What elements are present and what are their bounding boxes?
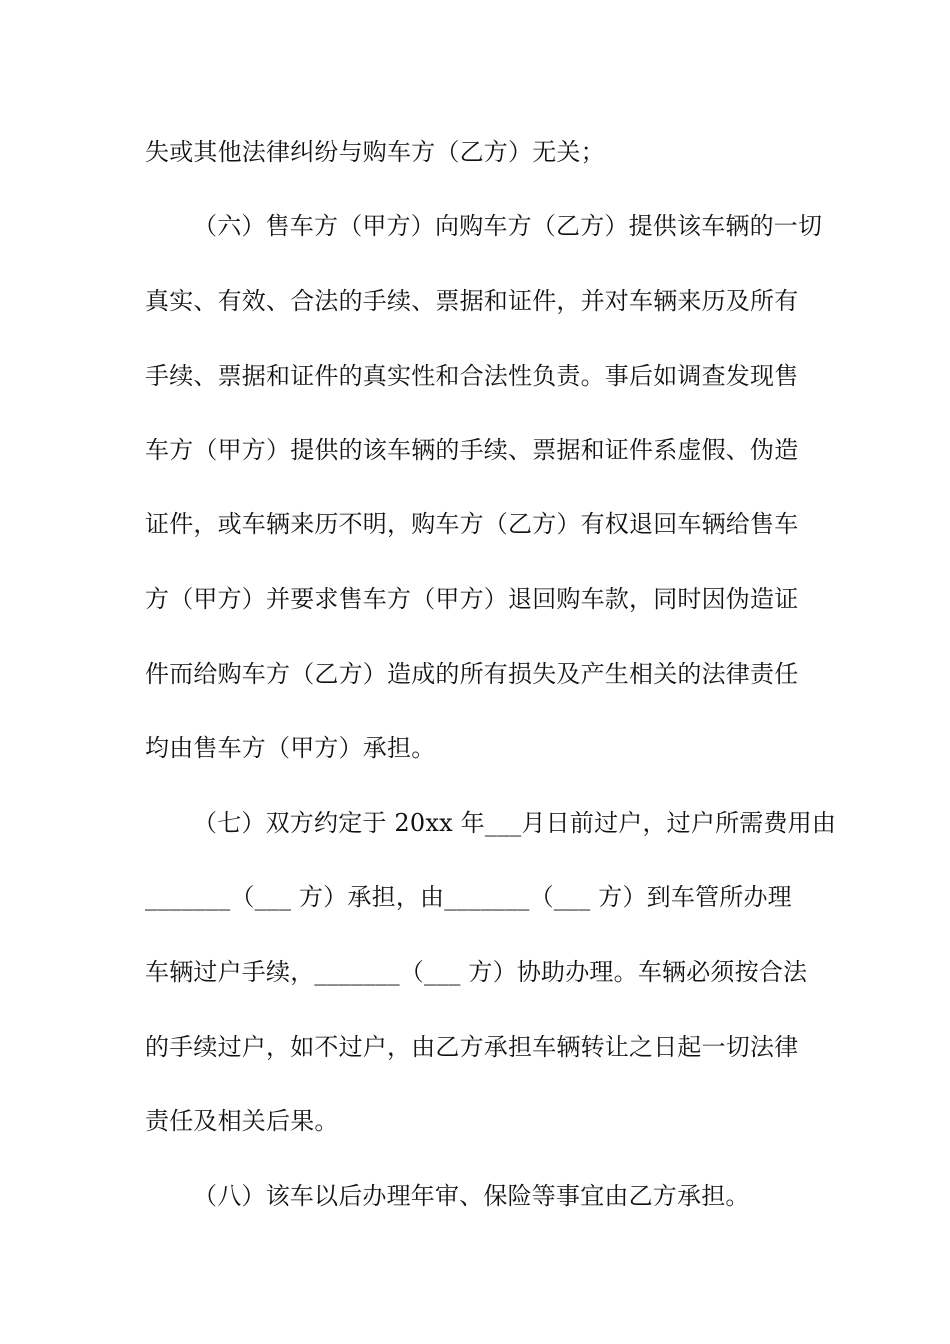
paragraph-line: 方（甲方）并要求售车方（甲方）退回购车款，同时因伪造证 [145, 585, 799, 613]
paragraph-line: 件而给购车方（乙方）造成的所有损失及产生相关的法律责任 [145, 660, 799, 688]
paragraph-line: 均由售车方（甲方）承担。 [145, 734, 436, 762]
paragraph-line: _______（___ 方）承担，由_______（___ 方）到车管所办理 [145, 883, 792, 911]
paragraph-line: 车辆过户手续，_______（___ 方）协助办理。车辆必须按合法 [145, 958, 808, 986]
paragraph-line: （六）售车方（甲方）向购车方（乙方）提供该车辆的一切 [193, 212, 823, 240]
paragraph-line: （七）双方约定于 20xx 年___月日前过户，过户所需费用由 [193, 809, 837, 837]
paragraph-line: 车方（甲方）提供的该车辆的手续、票据和证件系虚假、伪造 [145, 436, 799, 464]
paragraph-line: 手续、票据和证件的真实性和合法性负责。事后如调查发现售 [145, 362, 799, 390]
paragraph-line: 真实、有效、合法的手续、票据和证件，并对车辆来历及所有 [145, 287, 799, 315]
paragraph-line: （八）该车以后办理年审、保险等事宜由乙方承担。 [193, 1182, 750, 1210]
paragraph-line: 责任及相关后果。 [145, 1107, 339, 1135]
paragraph-line: 的手续过户，如不过户，由乙方承担车辆转让之日起一切法律 [145, 1033, 799, 1061]
paragraph-line: 失或其他法律纠纷与购车方（乙方）无关； [145, 138, 605, 166]
paragraph-line: 证件，或车辆来历不明，购车方（乙方）有权退回车辆给售车 [145, 510, 799, 538]
